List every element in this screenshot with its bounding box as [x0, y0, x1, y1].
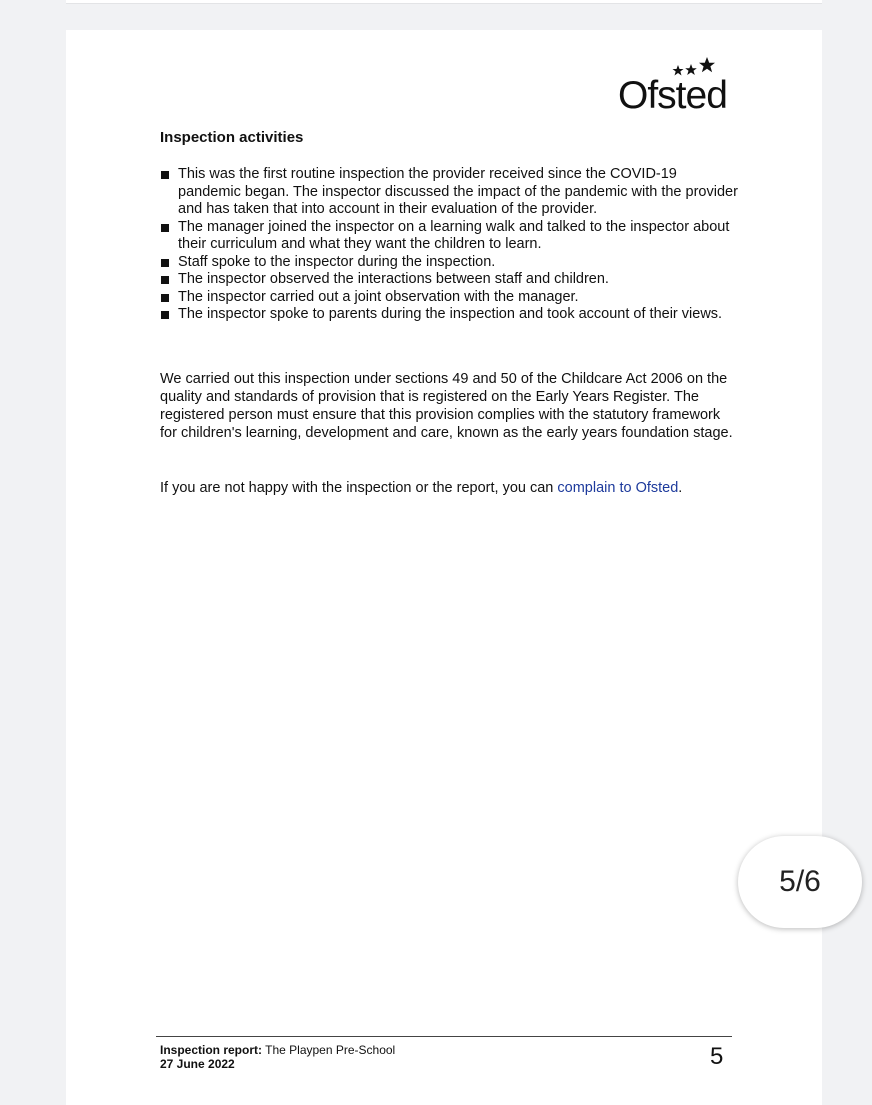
complaint-paragraph: [160, 479, 740, 497]
list-item-text: The inspector observed the interactions between staff and children.: [178, 271, 609, 287]
bullet-icon: [161, 171, 169, 179]
list-item: [160, 306, 740, 324]
list-item: [160, 254, 740, 272]
ofsted-logo: [618, 52, 736, 122]
footer-report-label: Inspection report:: [160, 1043, 263, 1057]
activities-list: [160, 166, 740, 324]
logo-wordmark: Ofsted: [618, 74, 727, 117]
list-item: [160, 289, 740, 307]
footer-report-name: The Playpen Pre-School: [262, 1043, 396, 1057]
complaint-text: If you are not happy with the inspection or the report, you can: [160, 480, 558, 496]
document-page[interactable]: [66, 30, 822, 1105]
section-heading: Inspection activities: [160, 129, 304, 146]
legal-paragraph: We carried out this inspection under sections 49 and 50 of the Childcare Act 2006 on the quality and standards of provision that is registered on the Early Years Register. The registered person must ensure that this provision complies with the statutory framework for children's learning, development and care, known as the early years foundation stage.: [160, 371, 733, 441]
bullet-icon: [161, 294, 169, 302]
list-item-text: The manager joined the inspector on a learning walk and talked to the inspector about their curriculum and what they want the children to learn.: [178, 218, 730, 252]
list-item-text: This was the first routine inspection the provider received since the COVID-19 pandemic began. The inspector discussed the impact of the pandemic with the provider and has taken that into account in their evaluation of the provider.: [178, 166, 738, 217]
bullet-icon: [161, 311, 169, 319]
list-item: [160, 166, 740, 219]
list-item-text: Staff spoke to the inspector during the inspection.: [178, 253, 496, 270]
page-indicator: 5/6: [738, 836, 862, 928]
bullet-icon: [161, 224, 169, 232]
complaint-text-end: .: [678, 480, 683, 496]
list-item: [160, 271, 740, 289]
complain-to-ofsted-link[interactable]: complain to Ofsted: [557, 480, 679, 496]
list-item-text: The inspector carried out a joint observation with the manager.: [178, 288, 579, 305]
list-item: [160, 219, 740, 254]
bullet-icon: [161, 259, 169, 267]
bullet-icon: [161, 276, 169, 284]
footer-date: 27 June 2022: [160, 1057, 235, 1071]
footer-page-number: 5: [710, 1043, 724, 1070]
footer-info: [160, 1043, 395, 1071]
footer-divider: [156, 1036, 732, 1037]
previous-page-edge: [66, 0, 822, 4]
list-item-text: The inspector spoke to parents during the inspection and took account of their views.: [178, 306, 723, 322]
